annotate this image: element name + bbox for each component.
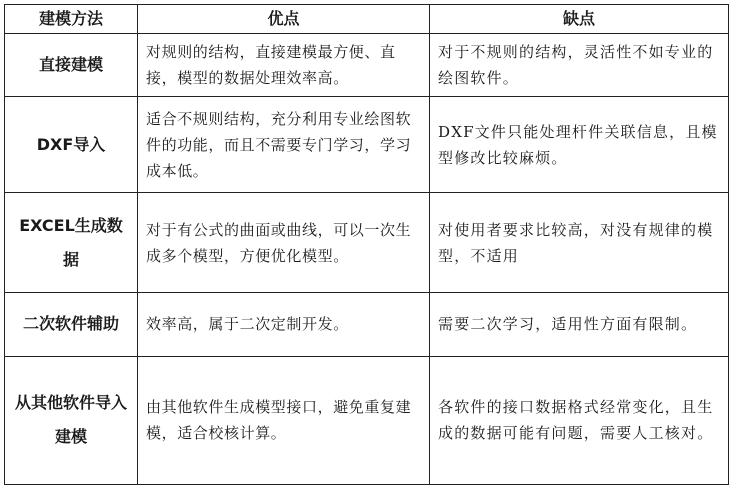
advantages-cell: 适合不规则结构，充分利用专业绘图软件的功能，而且不需要专门学习，学习成本低。 xyxy=(138,96,430,192)
advantages-cell: 对于有公式的曲面或曲线，可以一次生成多个模型，方便优化模型。 xyxy=(138,193,430,293)
table-row xyxy=(5,292,729,356)
advantages-cell: 由其他软件生成模型接口，避免重复建模，适合校核计算。 xyxy=(138,356,430,484)
disadvantages-cell: 需要二次学习，适用性方面有限制。 xyxy=(430,292,729,356)
disadvantages-cell: DXF文件只能处理杆件关联信息，且模型修改比较麻烦。 xyxy=(430,96,729,192)
header-advantages: 优点 xyxy=(138,5,430,34)
method-cell: 直接建模 xyxy=(5,34,138,97)
disadvantages-cell: 对于不规则的结构，灵活性不如专业的绘图软件。 xyxy=(430,34,729,97)
comparison-table xyxy=(4,4,729,485)
disadvantages-cell: 各软件的接口数据格式经常变化，且生成的数据可能有问题，需要人工核对。 xyxy=(430,356,729,484)
table-row xyxy=(5,96,729,192)
method-cell: EXCEL生成数据 xyxy=(5,193,138,293)
method-cell: DXF导入 xyxy=(5,96,138,192)
table-row xyxy=(5,356,729,484)
table-row xyxy=(5,34,729,97)
advantages-cell: 效率高，属于二次定制开发。 xyxy=(138,292,430,356)
header-method: 建模方法 xyxy=(5,5,138,34)
method-cell: 二次软件辅助 xyxy=(5,292,138,356)
header-row xyxy=(5,5,729,34)
table-row xyxy=(5,193,729,293)
advantages-cell: 对规则的结构，直接建模最方便、直接，模型的数据处理效率高。 xyxy=(138,34,430,97)
header-disadvantages: 缺点 xyxy=(430,5,729,34)
disadvantages-cell: 对使用者要求比较高，对没有规律的模型，不适用 xyxy=(430,193,729,293)
method-cell: 从其他软件导入建模 xyxy=(5,356,138,484)
